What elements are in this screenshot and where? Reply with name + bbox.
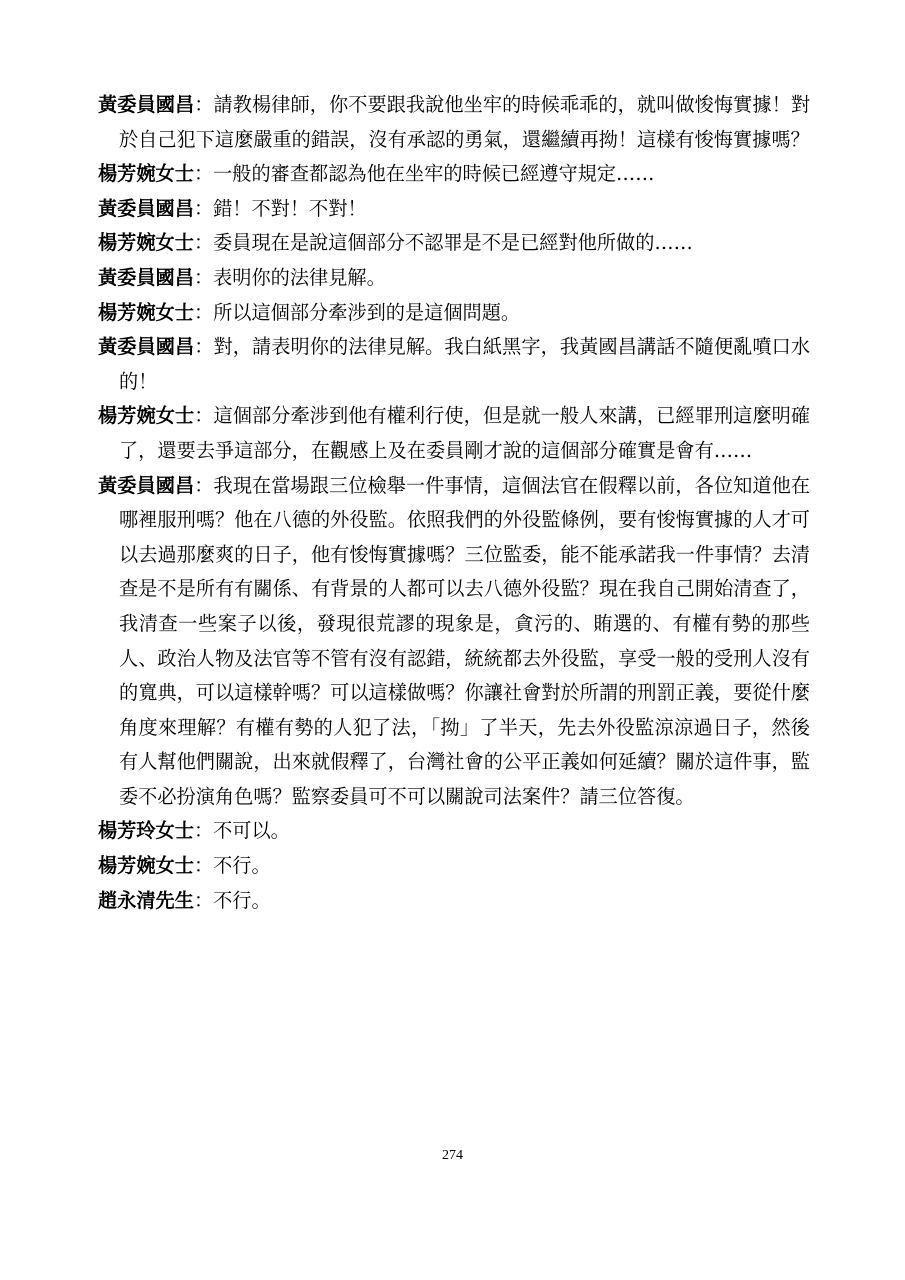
speech-text: 我現在當場跟三位檢舉一件事情，這個法官在假釋以前，各位知道他在哪裡服刑嗎？他在八德的外役監。依照我們的外役監條例，要有悛悔實據的人才可以去過那麼爽的日子，他有悛悔實據嗎？三位監委，能不能承諾我一件事情？去清查是不是所有有關係、有背景的人都可以去八德外役監？現在我自己開始清查了，我清查一些案子以後，發現很荒謬的現象是，貪污的、賄選的、有權有勢的那些人、政治人物及法官等不管有沒有認錯，統統都去外役監，享受一般的受刑人沒有的寬典，可以這樣幹嗎？可以這樣做嗎？你讓社會對於所謂的刑罰正義，要從什麼角度來理解？有權有勢的人犯了法，「拗」了半天，先去外役監涼涼過日子，然後有人幫他們關說，出來就假釋了，台灣社會的公平正義如何延續？關於這件事，監委不必扮演角色嗎？監察委員可不可以關說司法案件？請三位答復。: [119, 473, 811, 808]
transcript-entry: [98, 296, 810, 331]
speaker-separator: ：: [193, 300, 214, 324]
speaker-separator: ：: [194, 93, 214, 116]
speech-text: 請教楊律師，你不要跟我說他坐牢的時候乖乖的，就叫做悛悔實據！對於自己犯下這麼嚴重的錯誤，沒有承認的勇氣，還繼續再拗！這樣有悛悔實據嗎？: [119, 93, 811, 151]
speaker-separator: ：: [193, 888, 214, 912]
transcript-entry: [98, 88, 810, 157]
transcript-entry: [98, 884, 810, 919]
speaker-separator: ：: [193, 265, 214, 289]
speaker-separator: ：: [193, 854, 214, 878]
speech-text: 委員現在是說這個部分不認罪是不是已經對他所做的……: [213, 231, 693, 255]
speaker-separator: ：: [193, 231, 214, 255]
speaker-name: 楊芳婉女士: [98, 231, 194, 255]
transcript-entry: [98, 192, 810, 227]
speech-text: 不行。: [213, 854, 271, 878]
transcript-entry: [98, 469, 810, 815]
transcript-entry: [98, 399, 810, 468]
speech-text: 不可以。: [213, 819, 290, 843]
page-number: 274: [442, 1148, 463, 1163]
transcript-body: [98, 88, 810, 918]
transcript-entry: [98, 814, 810, 849]
speech-text: 不行。: [213, 888, 271, 912]
transcript-entry: [98, 157, 810, 192]
speaker-separator: ：: [194, 404, 214, 428]
speaker-separator: ：: [194, 335, 214, 359]
speaker-name: 黃委員國昌: [98, 265, 194, 289]
speech-text: 這個部分牽涉到他有權利行使，但是就一般人來講，已經罪刑這麼明確了，還要去爭這部分，在觀感上及在委員剛才說的這個部分確實是會有……: [119, 404, 811, 462]
speaker-name: 楊芳婉女士: [98, 300, 194, 324]
speaker-name: 趙永清先生: [98, 888, 194, 912]
speaker-name: 楊芳婉女士: [98, 854, 194, 878]
speaker-separator: ：: [193, 196, 214, 220]
speech-text: 對，請表明你的法律見解。我白紙黑字，我黃國昌講話不隨便亂噴口水的！: [119, 335, 811, 393]
speech-text: 錯！不對！不對！: [213, 196, 367, 220]
speech-text: 所以這個部分牽涉到的是這個問題。: [213, 300, 521, 324]
speaker-name: 黃委員國昌: [98, 335, 195, 359]
speech-text: 一般的審查都認為他在坐牢的時候已經遵守規定……: [213, 162, 655, 186]
speaker-name: 黃委員國昌: [98, 93, 195, 116]
speaker-name: 楊芳婉女士: [98, 404, 195, 428]
transcript-entry: [98, 330, 810, 399]
transcript-entry: [98, 849, 810, 884]
transcript-entry: [98, 226, 810, 261]
speaker-separator: ：: [193, 162, 214, 186]
speaker-name: 楊芳玲女士: [98, 819, 194, 843]
speaker-separator: ：: [193, 819, 214, 843]
speaker-name: 黃委員國昌: [98, 196, 194, 220]
speech-text: 表明你的法律見解。: [213, 265, 386, 289]
speaker-separator: ：: [194, 473, 214, 497]
speaker-name: 楊芳婉女士: [98, 162, 194, 186]
transcript-entry: [98, 261, 810, 296]
speaker-name: 黃委員國昌: [98, 473, 195, 497]
